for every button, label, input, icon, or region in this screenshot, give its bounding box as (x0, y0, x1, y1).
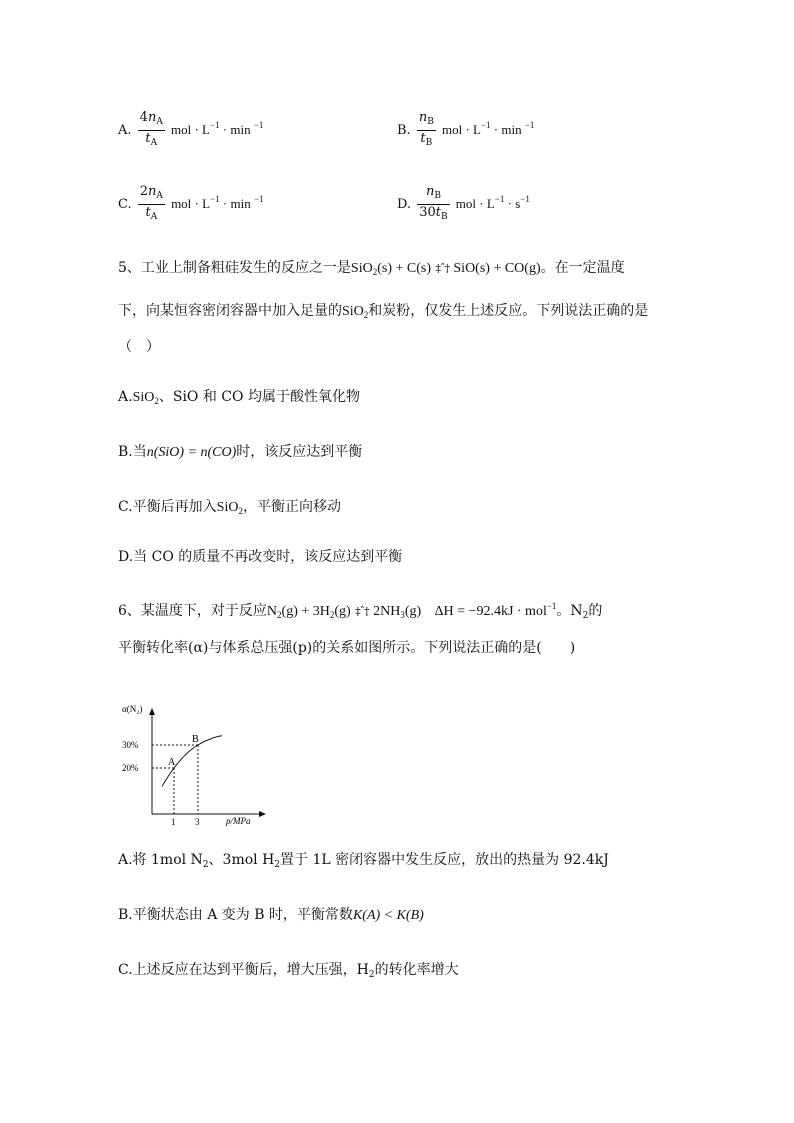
q4-option-c: C. $\frac{2n_A}{t_A}$ mol · $L^{-1} \cdot \min ^{-1}$ (118, 184, 264, 222)
y-axis-label: α(N₂) (122, 704, 143, 714)
x-tick-label: 1 (171, 817, 176, 827)
q6-option-b: B.平衡状态由 A 变为 B 时，平衡常数K(A) < K(B) (118, 907, 424, 923)
q6-option-a: A.将 1mol $N_2$、3mol $H_2$置于 1L 密闭容器中发生反应，放出的热量为 92.4kJ (118, 852, 609, 870)
q5-stem-line1: 5、工业上制备粗硅发生的反应之一是SiO$_2$(s) + C(s) ‡ˆ† SiO(s) + CO(g)。在一定温度 (118, 260, 625, 277)
x-axis-arrow-icon (259, 811, 266, 817)
q5-option-b: B.当n(SiO) = n(CO)时，该反应达到平衡 (118, 444, 363, 460)
point-label-A: A (168, 757, 176, 768)
q4-option-a: A. $\frac{4n_A}{t_A}$ mol · $L^{-1} \cdot \min ^{-1}$ (118, 110, 264, 148)
reversible-arrow-icon: ‡ˆ† (435, 262, 449, 275)
x-axis-label: p/MPa (226, 816, 251, 826)
point-label-B: B (192, 734, 199, 745)
y-axis-arrow-icon (149, 708, 155, 715)
x-tick-label: 3 (195, 817, 200, 827)
q6-stem-line1: 6、某温度下，对于反应$N_2(g) + 3H_2(g)$ ‡ˆ† $2NH_3(g)$ ΔH = −92.4kJ · mol$^{-1}$。$N_2$的 (118, 601, 603, 621)
q5-stem-line2: 下，向某恒容密闭容器中加入足量的SiO$_2$和炭粉，仅发生上述反应。下列说法正确的是 (118, 303, 649, 320)
q5-option-c: C.平衡后再加入SiO$_2$，平衡正向移动 (118, 499, 341, 516)
q4-option-d: D. $\frac{n_B}{30t_B}$ mol · $L^{-1} \cdot s^{-1}$ (397, 184, 530, 222)
q5-option-d: D.当 CO 的质量不再改变时，该反应达到平衡 (118, 549, 403, 565)
q5-option-a: A.SiO$_2$、SiO 和 CO 均属于酸性氧化物 (118, 389, 360, 406)
y-tick-label: 30% (122, 740, 139, 750)
q6-stem-line2: 平衡转化率(α)与体系总压强(p)的关系如图所示。下列说法正确的是( ) (118, 640, 576, 656)
y-tick-label: 20% (122, 763, 139, 773)
reversible-arrow-icon: ‡ˆ† (355, 605, 369, 618)
conversion-pressure-chart (118, 698, 268, 828)
q4-option-b: B. $\frac{n_B}{t_B}$ mol · $L^{-1} \cdot \min ^{-1}$ (397, 110, 535, 148)
q6-option-c: C.上述反应在达到平衡后，增大压强，$H_2$的转化率增大 (118, 962, 459, 980)
q5-answer-blank: （ ） (118, 339, 160, 355)
